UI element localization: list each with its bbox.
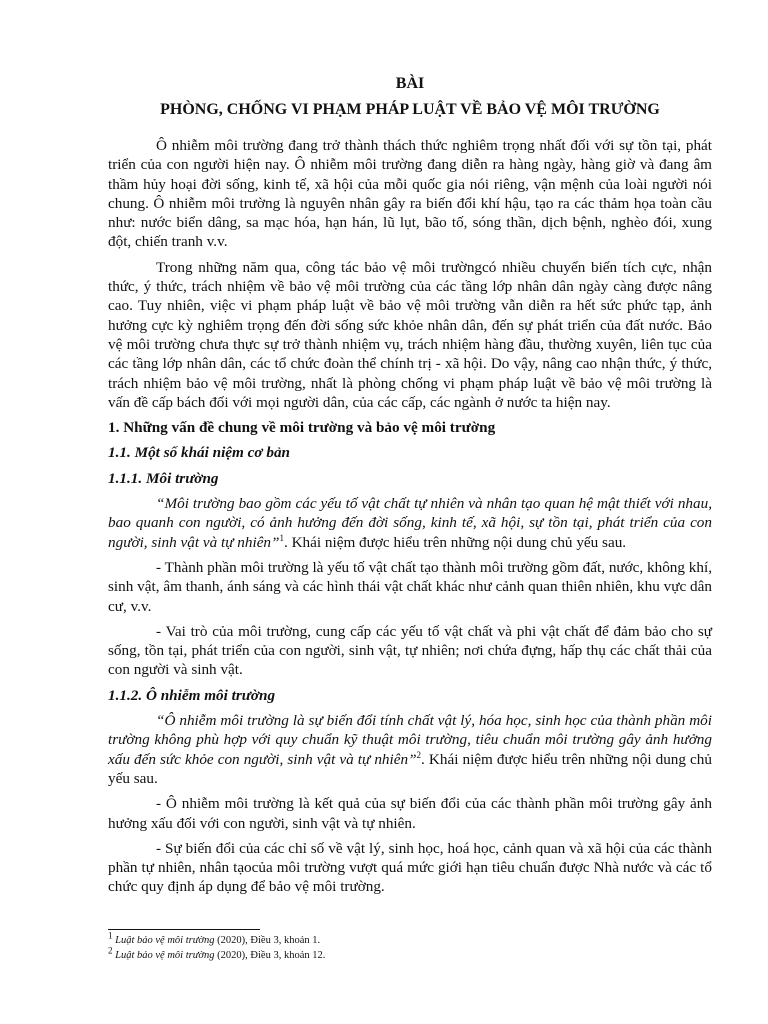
quote-environment: “Môi trường bao gồm các yếu tố vật chất tự nhiên và nhân tạo quan hệ mật thiết với nhau, bao quanh con người, có ảnh hưởng đến đời sống, kinh tế, xã hội, sự tồn tại, phát triển của con người, sinh vật và tự nhiên” — [108, 495, 712, 551]
title-line-1: BÀI — [395, 75, 425, 92]
footnotes — [108, 930, 712, 963]
document-body — [108, 74, 712, 903]
definition-pollution-tail: . Khái niệm được hiểu trên những nội dung chủ yếu sau. — [108, 750, 712, 787]
page-title: PHÒNG, CHỐNG VI PHẠM PHÁP LUẬT VỀ BẢO VỆ MÔI TRƯỜNG — [160, 101, 660, 118]
footnote-ref-2[interactable]: 2 — [416, 749, 422, 760]
footnote-1-number: 1 — [108, 930, 113, 941]
definition-environment-tail: . Khái niệm được hiểu trên những nội dung chủ yếu sau. — [283, 533, 627, 551]
footnote-2 — [108, 945, 712, 963]
definition-pollution — [108, 711, 712, 788]
section-1-1-1-heading: 1.1.1. Môi trường — [108, 469, 219, 487]
footnote-2-text: (2020), Điều 3, khoản 12. — [214, 950, 326, 961]
footnote-2-number: 2 — [108, 945, 113, 956]
footnote-1-title: Luật bảo vệ môi trường — [115, 935, 215, 946]
pollution-bullet-2: - Sự biến đổi của các chỉ số về vật lý, sinh học, hoá học, cảnh quan và xã hội của các thành phần tự nhiên, nhân tạocủa môi trường vượt quá mức giới hạn tiêu chuẩn được Nhà nước và các tổ chức quy định áp dụng để bảo vệ môi trường. — [108, 839, 712, 896]
intro-paragraph-2: Trong những năm qua, công tác bảo vệ môi trườngcó nhiều chuyển biến tích cực, nhận thức, ý thức, trách nhiệm về bảo vệ môi trường của các tầng lớp nhân dân ngày càng được nâng cao. Tuy nhiên, việc vi phạm pháp luật về bảo vệ môi trường vẫn diễn ra hết sức phức tạp, ảnh hưởng cực kỳ nghiêm trọng đến đời sống sức khỏe nhân dân, đến sự phát triển của đất nước. Bảo vệ môi trường chưa thực sự trở thành nhiệm vụ, trách nhiệm hàng đầu, thường xuyên, liên tục của các tầng lớp nhân dân, các tổ chức đoàn thể chính trị - xã hội. Do vậy, nâng cao nhận thức, ý thức, trách nhiệm bảo vệ môi trường, nhất là phòng chống vi phạm pháp luật về bảo vệ môi trường là vấn đề cấp bách đối với mọi người dân, của các cấp, các ngành ở nước ta hiện nay. — [108, 258, 712, 411]
pollution-bullet-1: - Ô nhiễm môi trường là kết quả của sự biến đổi của các thành phần môi trường gây ảnh hưởng xấu đối với con người, sinh vật và tự nhiên. — [108, 795, 712, 832]
intro-paragraph-1: Ô nhiễm môi trường đang trở thành thách thức nghiêm trọng nhất đối với sự tồn tại, phát triển của con người hiện nay. Ô nhiễm môi trường đang diễn ra hàng ngày, hàng giờ và đang âm thầm hủy hoại đời sống, kinh tế, xã hội của mỗi quốc gia nói riêng, vận mệnh của loài người nói chung. Ô nhiễm môi trường là nguyên nhân gây ra biến đổi khí hậu, tạo ra các thảm họa toàn cầu như: nước biển dâng, sa mạc hóa, hạn hán, lũ lụt, bão tố, sóng thần, dịch bệnh, nghèo đói, xung đột, chiến tranh v.v. — [108, 137, 712, 251]
environment-bullet-2: - Vai trò của môi trường, cung cấp các yếu tố vật chất và phi vật chất để đảm bảo cho sự sống, tồn tại, phát triển của con người, sinh vật, tự nhiên; nơi chứa đựng, hấp thụ các chất thải của con người và sinh vật. — [108, 622, 712, 679]
footnote-ref-1[interactable]: 1 — [279, 532, 284, 543]
section-1-heading: 1. Những vấn đề chung về môi trường và bảo vệ môi trường — [108, 419, 496, 437]
footnote-1-text: (2020), Điều 3, khoản 1. — [214, 935, 321, 946]
footnote-1 — [108, 930, 712, 948]
environment-bullet-1: - Thành phần môi trường là yếu tố vật chất tạo thành môi trường gồm đất, nước, không khí, sinh vật, âm thanh, ánh sáng và các hình thái vật chất khác như cảnh quan thiên nhiên, khu vực dân cư, v.v. — [108, 558, 712, 615]
section-1-1-heading: 1.1. Một số khái niệm cơ bản — [108, 444, 290, 462]
quote-pollution: “Ô nhiễm môi trường là sự biến đổi tính chất vật lý, hóa học, sinh học của thành phần môi trường không phù hợp với quy chuẩn kỹ thuật môi trường, tiêu chuẩn môi trường gây ảnh hưởng xấu đến sức khỏe con người, sinh vật và tự nhiên” — [108, 712, 712, 768]
footnote-divider — [108, 929, 260, 930]
section-1-1-2-heading: 1.1.2. Ô nhiễm môi trường — [108, 686, 276, 704]
footnote-2-title: Luật bảo vệ môi trường — [115, 950, 215, 961]
definition-environment — [108, 494, 712, 552]
